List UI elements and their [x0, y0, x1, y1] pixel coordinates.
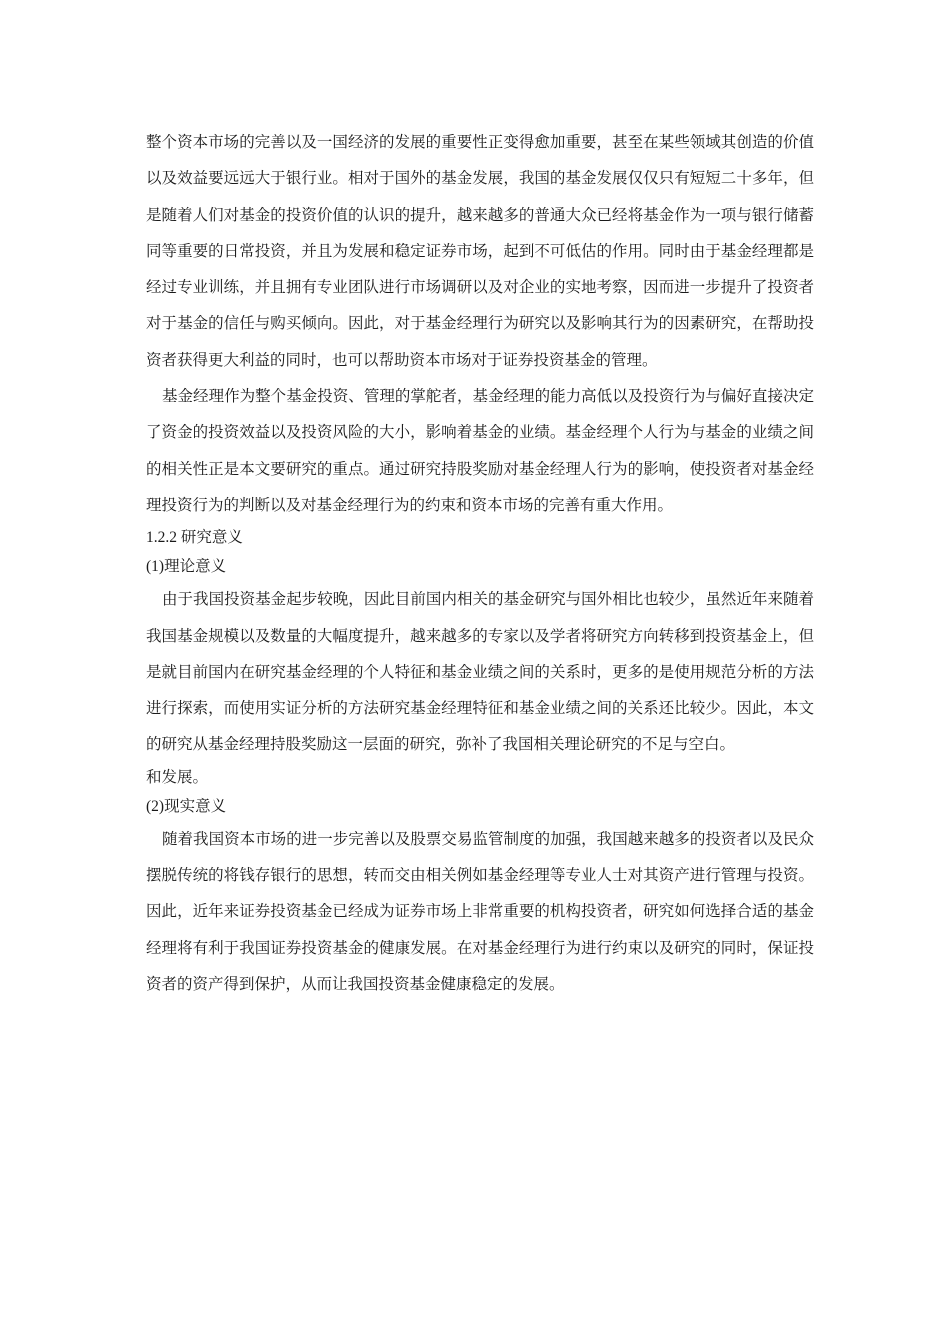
- subsection-heading-theory: (1)理论意义: [146, 558, 227, 576]
- body-paragraph-3: 由于我国投资基金起步较晚，因此目前国内相关的基金研究与国外相比也较少，虽然近年来随着我国基金规模以及数量的大幅度提升，越来越多的专家以及学者将研究方向转移到投资基金上，但是就目前国内在研究基金经理的个人特征和基金业绩之间的关系时，更多的是使用规范分析的方法进行探索，而使用实证分析的方法研究基金经理特征和基金业绩之间的关系还比较少。因此，本文的研究从基金经理持股奖励这一层面的研究，弥补了我国相关理论研究的不足与空白。: [146, 590, 814, 754]
- body-paragraph-1: 整个资本市场的完善以及一国经济的发展的重要性正变得愈加重要，甚至在某些领域其创造的价值以及效益要远远大于银行业。相对于国外的基金发展，我国的基金发展仅仅只有短短二十多年，但是随着人们对基金的投资价值的认识的提升，越来越多的普通大众已经将基金作为一项与银行储蓄同等重要的日常投资，并且为发展和稳定证券市场，起到不可低估的作用。同时由于基金经理都是经过专业训练，并且拥有专业团队进行市场调研以及对企业的实地考察，因而进一步提升了投资者对于基金的信任与购买倾向。因此，对于基金经理行为研究以及影响其行为的因素研究，在帮助投资者获得更大利益的同时，也可以帮助资本市场对于证券投资基金的管理。: [146, 133, 814, 369]
- document-page: [146, 124, 814, 1002]
- subsection-heading-practice: (2)现实意义: [146, 797, 227, 815]
- section-heading: 1.2.2 研究意义: [146, 529, 243, 547]
- body-paragraph-2: 基金经理作为整个基金投资、管理的掌舵者，基金经理的能力高低以及投资行为与偏好直接决定了资金的投资效益以及投资风险的大小，影响着基金的业绩。基金经理个人行为与基金的业绩之间的相关性正是本文要研究的重点。通过研究持股奖励对基金经理人行为的影响，使投资者对基金经理投资行为的判断以及对基金经理行为的约束和资本市场的完善有重大作用。: [146, 387, 814, 514]
- body-paragraph-4: 随着我国资本市场的进一步完善以及股票交易监管制度的加强，我国越来越多的投资者以及民众摆脱传统的将钱存银行的思想，转而交由相关例如基金经理等专业人士对其资产进行管理与投资。因此，近年来证券投资基金已经成为证券市场上非常重要的机构投资者，研究如何选择合适的基金经理将有利于我国证券投资基金的健康发展。在对基金经理行为进行约束以及研究的同时，保证投资者的资产得到保护，从而让我国投资基金健康稳定的发展。: [146, 829, 814, 993]
- stray-text-line: 和发展。: [146, 767, 209, 786]
